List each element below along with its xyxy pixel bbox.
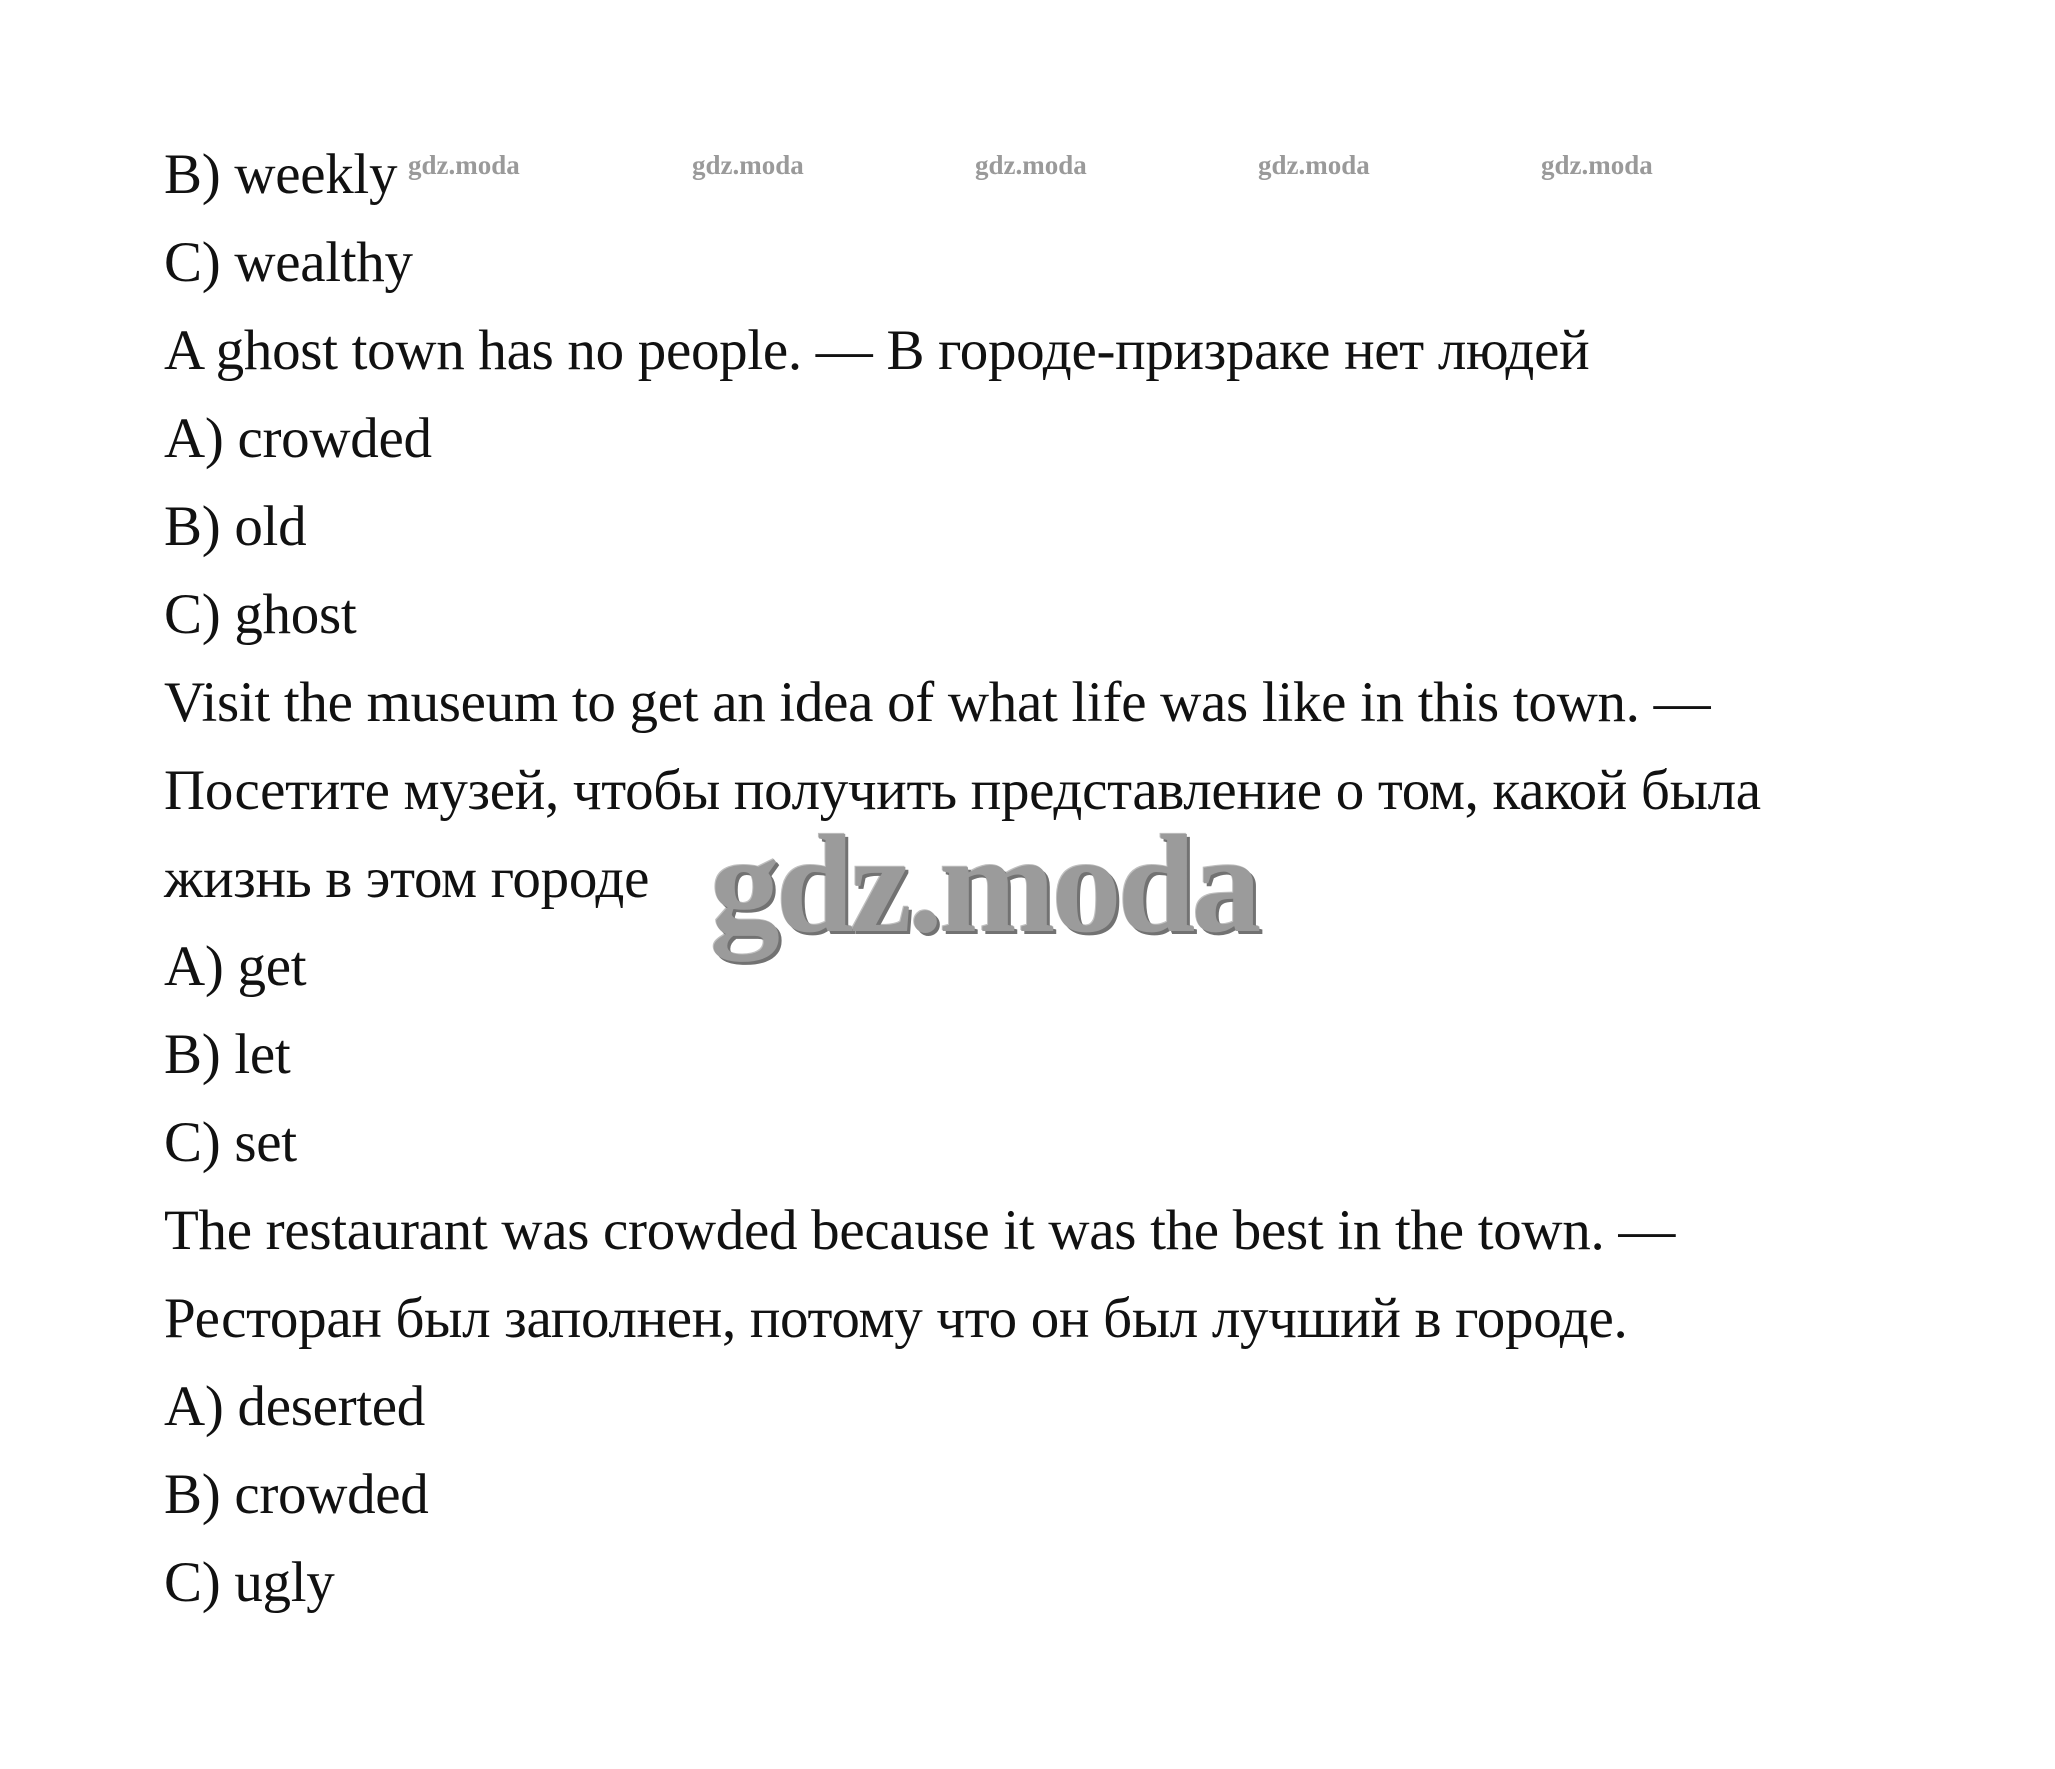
sentence-museum-russian-1: Посетите музей, чтобы получить представление о том, какой была [164,759,1761,822]
answer-option-b-crowded: B) crowded [164,1463,429,1526]
answer-option-a-deserted: A) deserted [164,1375,425,1438]
answer-option-c-wealthy: C) wealthy [164,231,413,294]
answer-option-a-get: A) get [164,935,307,998]
sentence-museum-english: Visit the museum to get an idea of what life was like in this town. — [164,671,1711,734]
answer-option-c-ugly: C) ugly [164,1551,335,1614]
sentence-restaurant-russian: Ресторан был заполнен, потому что он был лучший в городе. [164,1287,1628,1350]
watermark-small: gdz.moda [975,150,1087,180]
sentence-restaurant-english: The restaurant was crowded because it was the best in the town. — [164,1199,1676,1262]
answer-option-b-let: B) let [164,1023,291,1086]
answer-option-a-crowded: A) crowded [164,407,432,470]
answer-option-b-weekly: B) weekly [164,143,398,206]
answer-option-c-ghost: C) ghost [164,583,357,646]
sentence-ghost-town: A ghost town has no people. — В городе-призраке нет людей [164,319,1590,382]
watermark-small: gdz.moda [1258,150,1370,180]
watermark-large: gdz.moda [710,807,1258,962]
watermark-small: gdz.moda [692,150,804,180]
answer-option-b-old: B) old [164,495,307,558]
watermark-small: gdz.moda [408,150,520,180]
answer-option-c-set: C) set [164,1111,297,1174]
sentence-museum-russian-2: жизнь в этом городе [164,847,650,910]
watermark-small: gdz.moda [1541,150,1653,180]
